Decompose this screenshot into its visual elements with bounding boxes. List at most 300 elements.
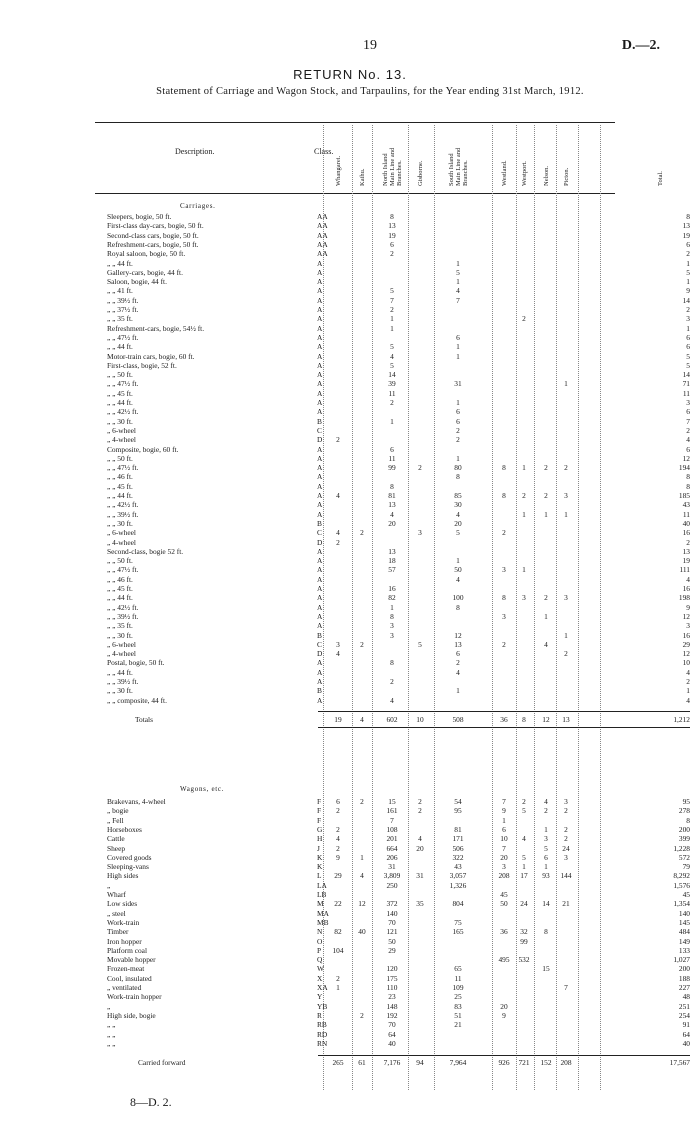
row-class: YB — [317, 1001, 328, 1011]
row-value: 602 — [386, 714, 398, 724]
table-row — [0, 862, 700, 871]
row-class: A — [317, 509, 323, 519]
table-row — [0, 212, 700, 221]
row-value: 6 — [544, 852, 548, 862]
row-total: 185 — [678, 491, 690, 500]
row-value: 8 — [390, 611, 394, 621]
row-value: 3 — [502, 862, 506, 872]
row-description: Second-class, bogie 52 ft. — [107, 546, 184, 556]
row-value: 4 — [544, 639, 548, 649]
row-value: 25 — [454, 992, 462, 1002]
row-class: A — [317, 621, 323, 631]
carriages-heading-label: Carriages. — [180, 202, 216, 210]
row-total: 13 — [682, 221, 690, 231]
row-total: 13 — [682, 546, 690, 556]
row-value: 804 — [452, 899, 464, 909]
row-value: 2 — [564, 806, 568, 816]
row-description: Horseboxes — [107, 824, 142, 834]
row-value: 5 — [418, 639, 422, 649]
wagons-heading-label: Wagons, etc. — [180, 785, 225, 793]
row-value: 57 — [388, 565, 396, 575]
row-value: 1 — [564, 509, 568, 519]
row-class: D — [317, 537, 323, 547]
row-value: 8 — [522, 714, 526, 724]
row-value: 4 — [456, 286, 460, 296]
row-value: 36 — [500, 927, 508, 937]
row-class: LB — [317, 890, 327, 899]
row-value: 13 — [388, 500, 396, 510]
row-total: 4 — [686, 574, 690, 584]
column-header: Whangarei. — [334, 155, 342, 186]
row-value: 2 — [502, 639, 506, 649]
row-value: 104 — [332, 945, 344, 955]
row-total: 1 — [686, 258, 690, 268]
row-class: A — [317, 556, 323, 566]
row-description: Covered goods — [107, 852, 152, 862]
row-value: 94 — [416, 1058, 424, 1068]
row-description: „ „ 44 ft. — [107, 258, 133, 268]
row-class: A — [317, 472, 323, 482]
row-value: 1,326 — [449, 880, 467, 890]
row-value: 2 — [390, 677, 394, 686]
table-row — [0, 500, 700, 509]
row-total: 5 — [686, 360, 690, 370]
row-value: 30 — [454, 500, 462, 510]
table-row — [0, 472, 700, 481]
column-header: Picton. — [562, 167, 570, 186]
row-total: 194 — [678, 463, 690, 473]
row-value: 2 — [336, 843, 340, 853]
row-total: 11 — [682, 509, 690, 519]
row-total: 10 — [682, 658, 690, 668]
row-value: 1 — [544, 611, 548, 621]
row-class: W — [317, 964, 324, 974]
row-total: 1 — [686, 323, 690, 333]
row-value: 4 — [336, 491, 340, 500]
row-class: B — [317, 416, 322, 426]
row-total: 2 — [686, 249, 690, 259]
row-value: 7,964 — [449, 1058, 467, 1068]
row-value: 7 — [564, 983, 568, 992]
row-class: A — [317, 398, 323, 407]
row-description: Composite, bogie, 60 ft. — [107, 444, 179, 454]
row-description: „ „ 46 ft. — [107, 574, 133, 584]
row-value: 1 — [390, 314, 394, 324]
row-value: 51 — [454, 1010, 462, 1020]
row-value: 23 — [388, 992, 396, 1002]
table-row — [0, 955, 700, 964]
row-value: 13 — [388, 546, 396, 556]
row-value: 4 — [390, 695, 394, 705]
column-header: South Island Main Line and Branches. — [447, 147, 469, 186]
row-value: 161 — [386, 806, 398, 816]
row-value: 3 — [390, 630, 394, 640]
row-value: 4 — [390, 351, 394, 361]
table-row — [0, 918, 700, 927]
row-class: A — [317, 491, 323, 500]
row-value: 6 — [502, 824, 506, 834]
row-value: 1 — [564, 379, 568, 389]
row-total: 1 — [686, 686, 690, 696]
row-value: 8 — [390, 658, 394, 668]
row-value: 3 — [544, 834, 548, 844]
row-description: Low sides — [107, 899, 138, 909]
row-class: J — [317, 843, 320, 853]
row-value: 664 — [386, 843, 398, 853]
row-description: „ 4-wheel — [107, 435, 136, 445]
row-description: „ „ 50 ft. — [107, 453, 133, 463]
row-total: 8 — [686, 472, 690, 482]
row-total: 5 — [686, 351, 690, 361]
table-row — [0, 547, 700, 556]
row-description: „ „ 39½ ft. — [107, 509, 139, 519]
row-value: 508 — [452, 714, 464, 724]
table-row — [0, 333, 700, 342]
row-description: „ „ 47½ ft. — [107, 565, 139, 575]
row-description: „ „ 47½ ft. — [107, 332, 139, 342]
row-total: 3 — [686, 314, 690, 324]
row-value: 2 — [360, 528, 364, 538]
row-value: 20 — [388, 518, 396, 528]
row-class: P — [317, 945, 322, 955]
row-value: 2 — [456, 658, 460, 668]
row-total: 572 — [678, 852, 690, 862]
row-value: 99 — [388, 463, 396, 473]
row-value: 4 — [336, 649, 340, 659]
row-total: 43 — [682, 500, 690, 510]
row-class: X — [317, 973, 323, 983]
carried-forward-rule — [318, 1055, 690, 1056]
row-class: RN — [317, 1038, 328, 1048]
row-value: 208 — [498, 871, 510, 881]
row-class: A — [317, 370, 323, 380]
row-total: 9 — [686, 286, 690, 296]
table-row — [0, 834, 700, 843]
row-value: 95 — [454, 806, 462, 816]
row-value: 1 — [456, 686, 460, 696]
row-value: 1 — [456, 351, 460, 361]
row-value: 16 — [388, 584, 396, 593]
row-value: 13 — [388, 221, 396, 231]
row-value: 31 — [388, 862, 396, 872]
row-value: 36 — [500, 714, 508, 724]
table-row — [0, 871, 700, 880]
row-total: 140 — [678, 908, 690, 918]
row-description: „ 6-wheel — [107, 425, 136, 435]
row-class: C — [317, 425, 322, 435]
table-row — [0, 398, 700, 407]
row-class: D — [317, 435, 323, 445]
row-value: 5 — [456, 528, 460, 538]
row-value: 19 — [334, 714, 342, 724]
table-row — [0, 407, 700, 416]
row-description: „ „ 42½ ft. — [107, 500, 139, 510]
description-header: Description. — [175, 147, 215, 156]
row-class: H — [317, 834, 323, 844]
row-value: 6 — [390, 239, 394, 249]
row-value: 120 — [386, 964, 398, 974]
row-description: Sleeping-vans — [107, 862, 149, 872]
row-value: 2 — [390, 249, 394, 259]
row-description: Movable hopper — [107, 955, 156, 965]
row-value: 2 — [336, 973, 340, 983]
table-row — [0, 806, 700, 815]
table-row — [0, 221, 700, 230]
row-description: Royal saloon, bogie, 50 ft. — [107, 249, 186, 259]
row-total: 14 — [682, 370, 690, 380]
row-description: „ „ composite, 44 ft. — [107, 695, 167, 705]
row-value: 21 — [454, 1020, 462, 1030]
row-class: A — [317, 332, 323, 342]
row-total: 6 — [686, 239, 690, 249]
row-value: 93 — [542, 871, 550, 881]
table-row — [0, 445, 700, 454]
row-value: 1 — [522, 862, 526, 872]
row-class: XA — [317, 983, 328, 992]
row-total: 200 — [678, 964, 690, 974]
row-description: Iron hopper — [107, 936, 142, 946]
row-total: 484 — [678, 927, 690, 937]
row-class: F — [317, 806, 322, 816]
table-row — [0, 584, 700, 593]
row-total: 6 — [686, 444, 690, 454]
row-value: 5 — [456, 267, 460, 277]
table-row — [0, 1002, 700, 1011]
table-row — [0, 528, 700, 537]
row-value: 3 — [564, 797, 568, 806]
row-value: 4 — [456, 667, 460, 677]
row-description: Cattle — [107, 834, 125, 844]
row-total: 8 — [686, 815, 690, 825]
table-row — [0, 491, 700, 500]
row-value: 5 — [544, 843, 548, 853]
table-row — [0, 631, 700, 640]
page-footer: 8—D. 2. — [130, 1095, 172, 1109]
row-description: „ „ 42½ ft. — [107, 407, 139, 417]
row-description: Timber — [107, 927, 129, 937]
row-value: 495 — [498, 955, 510, 965]
row-value: 148 — [386, 1001, 398, 1011]
row-value: 1 — [456, 453, 460, 463]
row-total: 8 — [686, 481, 690, 491]
row-value: 7 — [502, 797, 506, 806]
table-row — [0, 510, 700, 519]
row-description: Cool, insulated — [107, 973, 152, 983]
row-total: 3 — [686, 621, 690, 631]
row-value: 15 — [388, 797, 396, 806]
row-class: F — [317, 797, 322, 806]
table-row — [0, 853, 700, 862]
row-class: RD — [317, 1029, 328, 1039]
row-value: 110 — [386, 983, 398, 992]
row-value: 4 — [360, 714, 364, 724]
row-value: 8 — [456, 472, 460, 482]
table-row — [0, 1011, 700, 1020]
row-total: 95 — [682, 797, 690, 806]
row-value: 1 — [456, 342, 460, 352]
table-row — [0, 556, 700, 565]
row-total: 8,292 — [673, 871, 690, 881]
row-value: 175 — [386, 973, 398, 983]
row-total: 111 — [679, 565, 690, 575]
row-value: 29 — [334, 871, 342, 881]
row-value: 8 — [544, 927, 548, 937]
row-value: 10 — [416, 714, 424, 724]
row-class: A — [317, 453, 323, 463]
row-total: 3 — [686, 398, 690, 407]
row-value: 9 — [502, 1010, 506, 1020]
row-description: „ „ 39½ ft. — [107, 611, 139, 621]
table-row — [0, 816, 700, 825]
column-header: Gisborne. — [416, 160, 424, 186]
row-value: 165 — [452, 927, 464, 937]
table-row — [0, 983, 700, 992]
row-value: 1 — [544, 862, 548, 872]
return-title: RETURN No. 13. — [293, 67, 407, 82]
row-total: 45 — [682, 890, 690, 899]
row-value: 4 — [336, 834, 340, 844]
row-total: 227 — [678, 983, 690, 992]
row-value: 1 — [456, 258, 460, 268]
row-total: 16 — [682, 584, 690, 593]
row-class: F — [317, 815, 322, 825]
row-description: „ Fell — [107, 815, 124, 825]
row-value: 31 — [454, 379, 462, 389]
row-class: AA — [317, 221, 328, 231]
carriages-heading — [0, 202, 700, 211]
table-row — [0, 370, 700, 379]
row-value: 81 — [454, 824, 462, 834]
row-total: 40 — [682, 518, 690, 528]
row-description: „ „ — [107, 1020, 116, 1030]
row-total: 1,354 — [673, 899, 690, 909]
totals-row — [0, 715, 700, 724]
row-total: 6 — [686, 332, 690, 342]
row-value: 17 — [520, 871, 528, 881]
table-row — [0, 519, 700, 528]
row-value: 6 — [456, 416, 460, 426]
wagons-heading — [0, 785, 700, 794]
row-description: First-class day-cars, bogie, 50 ft. — [107, 221, 204, 231]
row-total: 1,212 — [673, 714, 690, 724]
row-class: A — [317, 593, 323, 603]
table-row — [0, 640, 700, 649]
row-value: 2 — [336, 537, 340, 547]
row-description: „ bogie — [107, 806, 129, 816]
row-value: 83 — [454, 1001, 462, 1011]
table-row — [0, 1030, 700, 1039]
table-row — [0, 268, 700, 277]
table-row — [0, 1039, 700, 1048]
row-description: „ „ 39½ ft. — [107, 295, 139, 305]
table-row — [0, 658, 700, 667]
row-value: 3 — [390, 621, 394, 631]
row-description: Saloon, bogie, 44 ft. — [107, 277, 167, 287]
row-total: 12 — [682, 453, 690, 463]
row-class: A — [317, 611, 323, 621]
table-row — [0, 603, 700, 612]
row-description: „ — [107, 1001, 111, 1011]
row-total: 399 — [678, 834, 690, 844]
row-value: 1 — [544, 509, 548, 519]
row-class: A — [317, 351, 323, 361]
totals-bottom-rule — [318, 727, 690, 728]
table-row — [0, 992, 700, 1001]
row-class: M — [317, 899, 324, 909]
table-row — [0, 324, 700, 333]
row-value: 7 — [502, 843, 506, 853]
row-value: 5 — [390, 342, 394, 352]
table-row — [0, 575, 700, 584]
row-total: 1 — [686, 277, 690, 287]
row-value: 4 — [456, 509, 460, 519]
row-description: Sleepers, bogie, 50 ft. — [107, 212, 172, 221]
row-description: Work-train — [107, 917, 140, 927]
row-value: 85 — [454, 491, 462, 500]
row-value: 322 — [452, 852, 464, 862]
row-description: „ 4-wheel — [107, 649, 136, 659]
row-description: „ „ 45 ft. — [107, 584, 133, 593]
row-value: 4 — [456, 574, 460, 584]
row-value: 21 — [562, 899, 570, 909]
row-description: „ „ 37½ ft. — [107, 305, 139, 314]
column-header: Total. — [656, 171, 664, 186]
row-class: A — [317, 305, 323, 314]
row-description: Gallery-cars, bogie, 44 ft. — [107, 267, 183, 277]
row-value: 1 — [502, 815, 506, 825]
row-value: 3,057 — [449, 871, 467, 881]
row-description: „ „ 44 ft. — [107, 593, 133, 603]
row-total: 12 — [682, 611, 690, 621]
row-description: Sheep — [107, 843, 126, 853]
row-description: „ 6-wheel — [107, 528, 136, 538]
row-value: 11 — [388, 453, 396, 463]
row-total: 19 — [682, 556, 690, 566]
row-class: A — [317, 360, 323, 370]
row-value: 20 — [500, 1001, 508, 1011]
row-value: 3 — [502, 565, 506, 575]
table-row — [0, 696, 700, 705]
row-description: „ „ 50 ft. — [107, 556, 133, 566]
row-total: 4 — [686, 695, 690, 705]
row-description: „ „ 42½ ft. — [107, 602, 139, 612]
row-value: 121 — [386, 927, 398, 937]
row-value: 64 — [388, 1029, 396, 1039]
row-description: „ „ 50 ft. — [107, 370, 133, 380]
table-row — [0, 677, 700, 686]
row-total: 2 — [686, 425, 690, 435]
row-value: 40 — [358, 927, 366, 937]
row-class: A — [317, 277, 323, 287]
row-value: 81 — [388, 491, 396, 500]
row-value: 54 — [454, 797, 462, 806]
table-row — [0, 240, 700, 249]
row-value: 82 — [388, 593, 396, 603]
row-value: 6 — [456, 407, 460, 417]
row-class: RB — [317, 1020, 327, 1030]
table-row — [0, 314, 700, 323]
row-total: 6 — [686, 407, 690, 417]
row-value: 532 — [518, 955, 530, 965]
row-value: 152 — [540, 1058, 552, 1068]
column-header: Kaihu. — [358, 168, 366, 186]
row-description: Totals — [135, 714, 153, 724]
row-description: „ ventilated — [107, 983, 142, 992]
row-class: A — [317, 258, 323, 268]
row-class: A — [317, 584, 323, 593]
row-class: MA — [317, 908, 329, 918]
row-description: „ „ 30 ft. — [107, 630, 133, 640]
